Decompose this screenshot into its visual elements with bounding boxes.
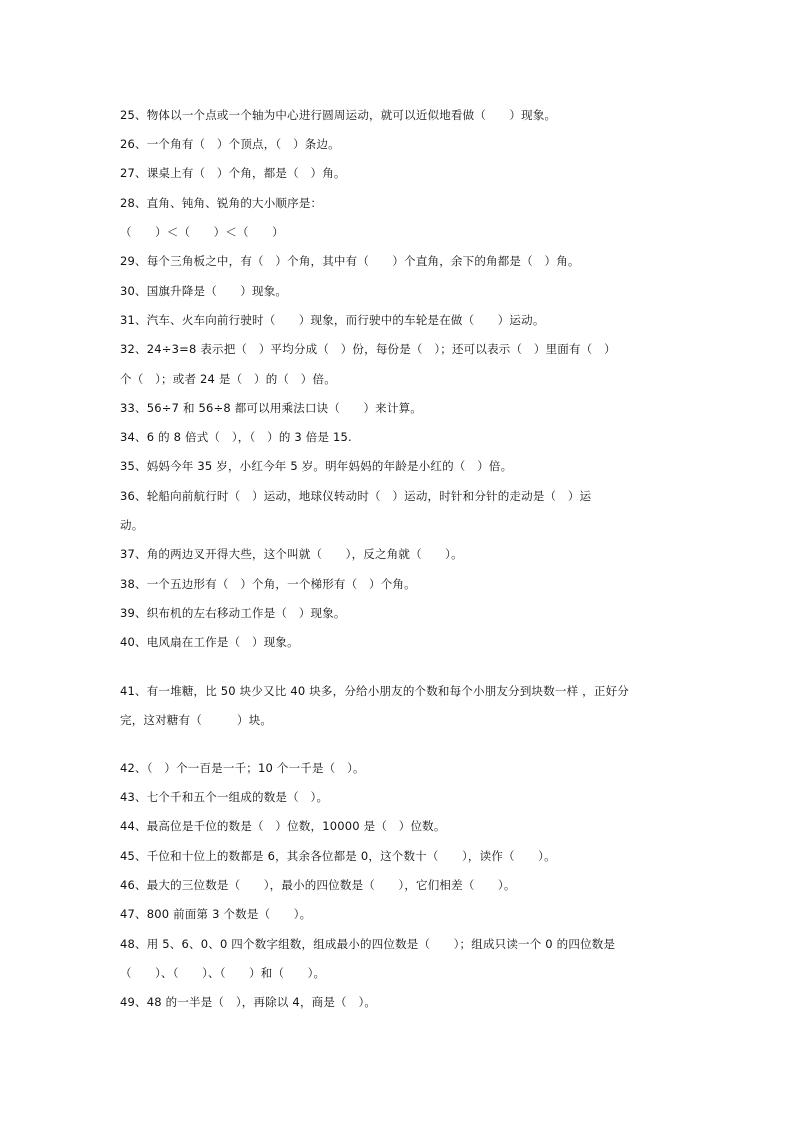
- question-36: 36、轮船向前航行时（ ）运动，地球仪转动时（ ）运动，时针和分针的走动是（ ）运: [120, 489, 592, 503]
- question-43: 43、七个千和五个一组成的数是（ ）。: [120, 790, 329, 804]
- question-29: 29、每个三角板之中，有（ ）个角，其中有（ ）个直角，余下的角都是（ ）角。: [120, 254, 580, 268]
- question-49: 49、48 的一半是（ ），再除以 4，商是（ ）。: [120, 995, 377, 1009]
- question-47: 47、800 前面第 3 个数是（ ）。: [120, 907, 312, 921]
- question-36-continued: 动。: [120, 518, 144, 532]
- question-38: 38、一个五边形有（ ）个角，一个梯形有（ ）个角。: [120, 577, 416, 591]
- question-40: 40、电风扇在工作是（ ）现象。: [120, 635, 299, 649]
- question-34: 34、6 的 8 倍式（ ），（ ）的 3 倍是 15.: [120, 430, 352, 444]
- question-26: 26、一个角有（ ）个顶点，（ ）条边。: [120, 137, 340, 151]
- question-45: 45、千位和十位上的数都是 6，其余各位都是 0，这个数十（ ），读作（ ）。: [120, 849, 556, 863]
- question-37: 37、角的两边叉开得大些，这个叫就（ ），反之角就（ ）。: [120, 547, 463, 561]
- question-31: 31、汽车、火车向前行驶时（ ）现象，而行驶中的车轮是在做（ ）运动。: [120, 313, 545, 327]
- question-25: 25、物体以一个点或一个轴为中心进行圆周运动，就可以近似地看做（ ）现象。: [120, 108, 557, 122]
- question-41-continued: 完，这对糖有（ ）块。: [120, 713, 273, 727]
- question-48-continued: （ ）、（ ）、（ ）和（ ）。: [120, 966, 326, 980]
- question-30: 30、国旗升降是（ ）现象。: [120, 284, 288, 298]
- question-44: 44、最高位是千位的数是（ ）位数，10000 是（ ）位数。: [120, 819, 446, 833]
- question-42: 42、（ ）个一百是一千；10 个一千是（ ）。: [120, 761, 365, 775]
- question-39: 39、织布机的左右移动工作是（ ）现象。: [120, 606, 346, 620]
- question-35: 35、妈妈今年 35 岁，小红今年 5 岁。明年妈妈的年龄是小红的（ ）倍。: [120, 459, 513, 473]
- question-32-continued: 个（ ）；或者 24 是（ ）的（ ）倍。: [120, 372, 336, 386]
- question-27: 27、课桌上有（ ）个角，都是（ ）角。: [120, 166, 346, 180]
- question-32: 32、24÷3=8 表示把（ ）平均分成（ ）份，每份是（ ）；还可以表示（ ）里面有（ ）: [120, 342, 616, 356]
- question-46: 46、最大的三位数是（ ），最小的四位数是（ ），它们相差（ ）。: [120, 878, 516, 892]
- question-48: 48、用 5、6、0、0 四个数字组数，组成最小的四位数是（ ）；组成只读一个 0 的四位数是: [120, 937, 616, 951]
- question-41: 41、有一堆糖，比 50 块少又比 40 块多，分给小朋友的个数和每个小朋友分到块数一样 ，正好分: [120, 684, 629, 698]
- question-28: 28、直角、钝角、锐角的大小顺序是：: [120, 196, 323, 210]
- question-33: 33、56÷7 和 56÷8 都可以用乘法口诀（ ）来计算。: [120, 401, 422, 415]
- question-28-answer-line: （ ）＜（ ）＜（ ）: [120, 225, 284, 239]
